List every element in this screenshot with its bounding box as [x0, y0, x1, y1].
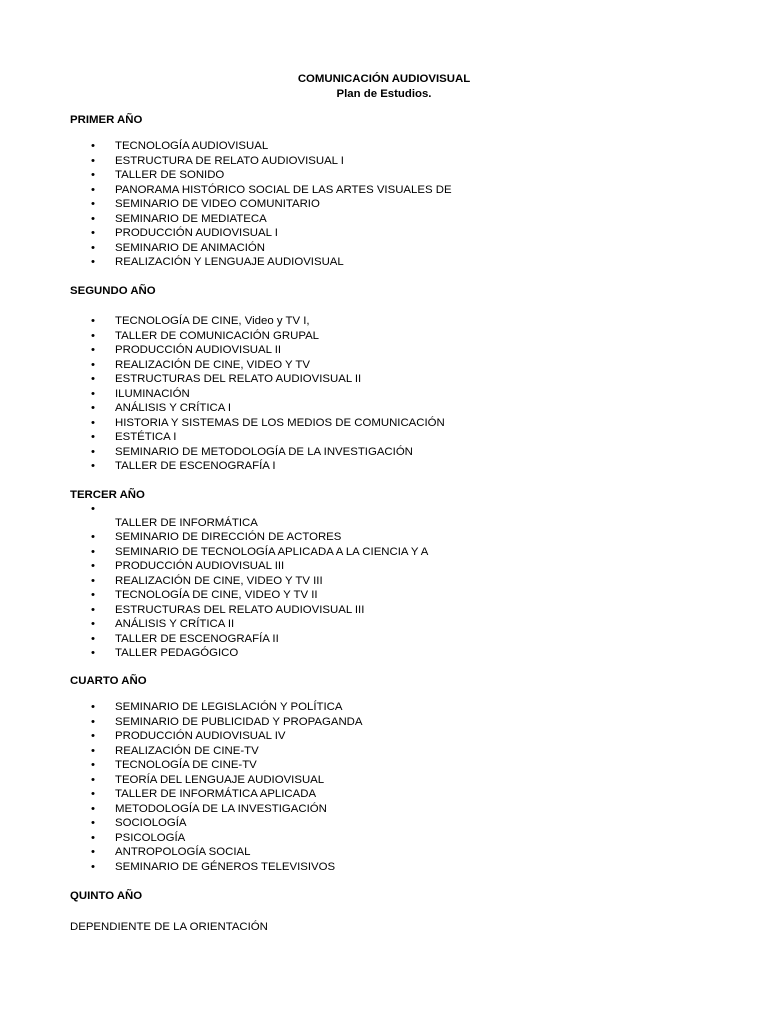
list-item	[70, 502, 428, 516]
bullet-icon: •	[91, 701, 95, 713]
bullet-icon: •	[91, 256, 95, 269]
list-item	[70, 758, 363, 773]
list-item	[70, 632, 428, 647]
list-item	[70, 387, 445, 402]
bullet-icon: •	[91, 358, 95, 371]
subject-label: ESTRUCTURA DE RELATO AUDIOVISUAL I	[115, 154, 344, 167]
list-item	[70, 139, 452, 154]
document-title: COMUNICACIÓN AUDIOVISUAL	[297, 73, 471, 85]
subject-label: SEMINARIO DE MEDIATECA	[115, 212, 267, 225]
list-item	[70, 545, 428, 560]
subject-label: ESTÉTICA I	[115, 431, 177, 444]
subject-label: METODOLOGÍA DE LA INVESTIGACIÓN	[115, 802, 327, 815]
section-heading-quinto-ano: QUINTO AÑO	[70, 890, 143, 902]
list-item	[70, 530, 428, 545]
bullet-icon: •	[91, 373, 95, 386]
list-item	[70, 416, 445, 431]
subject-list-segundo-ano	[70, 314, 445, 474]
bullet-icon: •	[91, 831, 95, 844]
subject-label: PRODUCCIÓN AUDIOVISUAL IV	[115, 730, 286, 743]
bullet-icon: •	[91, 715, 95, 728]
list-item	[70, 329, 445, 344]
subject-label: SEMINARIO DE DIRECCIÓN DE ACTORES	[115, 531, 342, 544]
bullet-icon: •	[91, 759, 95, 772]
subject-label: HISTORIA Y SISTEMAS DE LOS MEDIOS DE COMUNICACIÓN	[115, 416, 445, 429]
list-item	[70, 197, 452, 212]
document-subtitle: Plan de Estudios.	[336, 87, 432, 100]
bullet-icon: •	[91, 545, 95, 558]
bullet-icon: •	[91, 241, 95, 254]
bullet-icon: •	[91, 387, 95, 400]
list-item	[70, 603, 428, 618]
subject-label: TECNOLOGÍA DE CINE-TV	[115, 759, 257, 772]
list-item	[70, 154, 452, 169]
bullet-icon: •	[91, 212, 95, 225]
bullet-icon: •	[91, 198, 95, 211]
bullet-icon: •	[91, 846, 95, 859]
list-item	[70, 831, 363, 846]
list-item	[70, 729, 363, 744]
subject-label: REALIZACIÓN DE CINE, VIDEO Y TV III	[115, 574, 323, 587]
list-item	[70, 358, 445, 373]
subject-label: SOCIOLOGÍA	[115, 817, 187, 830]
bullet-icon: •	[91, 730, 95, 743]
list-item	[70, 787, 363, 802]
list-item	[70, 255, 452, 270]
bullet-icon: •	[91, 431, 95, 444]
list-item	[70, 617, 428, 632]
list-item	[70, 816, 363, 831]
closing-text: DEPENDIENTE DE LA ORIENTACIÓN	[70, 921, 268, 933]
subject-label: TALLER DE INFORMÁTICA	[115, 516, 258, 529]
bullet-icon: •	[91, 647, 95, 660]
bullet-icon: •	[91, 817, 95, 830]
subject-label: TECNOLOGÍA DE CINE, Video y TV I,	[115, 315, 310, 327]
list-item	[70, 715, 363, 730]
list-item	[70, 700, 363, 715]
bullet-icon: •	[91, 402, 95, 415]
section-heading-cuarto-ano: CUARTO AÑO	[70, 675, 147, 687]
list-item	[70, 845, 363, 860]
list-item	[70, 168, 452, 183]
bullet-icon: •	[91, 589, 95, 602]
section-heading-primer-ano: PRIMER AÑO	[70, 114, 143, 126]
list-item	[70, 445, 445, 460]
list-item	[70, 343, 445, 358]
subject-label: TALLER DE COMUNICACIÓN GRUPAL	[115, 329, 320, 342]
subject-label: TALLER DE ESCENOGRAFÍA II	[115, 632, 279, 645]
list-item	[70, 559, 428, 574]
list-item	[70, 860, 363, 875]
bullet-icon: •	[91, 560, 95, 573]
subject-label: ANÁLISIS Y CRÍTICA II	[115, 618, 235, 631]
subject-label: ESTRUCTURAS DEL RELATO AUDIOVISUAL III	[115, 603, 365, 616]
section-heading-segundo-ano: SEGUNDO AÑO	[70, 285, 156, 297]
subject-label: PSICOLOGÍA	[115, 831, 186, 844]
bullet-icon: •	[91, 227, 95, 240]
bullet-icon: •	[91, 445, 95, 458]
bullet-icon: •	[91, 329, 95, 342]
bullet-icon: •	[91, 416, 95, 429]
subject-label: SEMINARIO DE PUBLICIDAD Y PROPAGANDA	[115, 715, 363, 728]
subject-label: TALLER DE SONIDO	[115, 169, 225, 182]
list-item	[70, 314, 445, 329]
list-item	[70, 430, 445, 445]
subject-label: TALLER PEDAGÓGICO	[115, 647, 239, 660]
bullet-icon: •	[91, 744, 95, 757]
list-item-continuation	[70, 516, 428, 531]
subject-label: ANÁLISIS Y CRÍTICA I	[115, 402, 232, 415]
list-item	[70, 773, 363, 788]
subject-list-cuarto-ano	[70, 700, 363, 875]
bullet-icon: •	[91, 315, 95, 327]
bullet-icon: •	[91, 140, 95, 152]
bullet-icon: •	[91, 460, 95, 473]
bullet-icon: •	[91, 788, 95, 801]
list-item	[70, 802, 363, 817]
bullet-icon: •	[91, 861, 95, 874]
list-item	[70, 646, 428, 661]
subject-label: TALLER DE ESCENOGRAFÍA I	[115, 460, 276, 473]
bullet-icon: •	[91, 603, 95, 616]
bullet-icon: •	[91, 618, 95, 631]
subject-label: SEMINARIO DE METODOLOGÍA DE LA INVESTIGACIÓN	[115, 445, 413, 458]
list-item	[70, 744, 363, 759]
bullet-icon: •	[91, 169, 95, 182]
bullet-icon: •	[91, 802, 95, 815]
subject-label: TEORÍA DEL LENGUAJE AUDIOVISUAL	[115, 773, 325, 786]
bullet-icon: •	[91, 154, 95, 167]
document-header	[0, 72, 768, 101]
subject-label: TALLER DE INFORMÁTICA APLICADA	[115, 788, 317, 801]
subject-label: SEMINARIO DE TECNOLOGÍA APLICADA A LA CIENCIA Y A	[115, 545, 429, 558]
bullet-icon: •	[91, 632, 95, 645]
list-item	[70, 574, 428, 589]
list-item	[70, 212, 452, 227]
bullet-icon: •	[91, 344, 95, 357]
subject-label: ANTROPOLOGÍA SOCIAL	[115, 846, 251, 859]
subject-label: REALIZACIÓN Y LENGUAJE AUDIOVISUAL	[115, 256, 344, 269]
subject-label: SEMINARIO DE ANIMACIÓN	[115, 241, 265, 254]
list-item	[70, 226, 452, 241]
list-item	[70, 241, 452, 256]
list-item	[70, 401, 445, 416]
subject-label: TECNOLOGÍA DE CINE, VIDEO Y TV II	[115, 589, 318, 602]
subject-label: SEMINARIO DE GÉNEROS TELEVISIVOS	[115, 861, 336, 874]
subject-label: PRODUCCIÓN AUDIOVISUAL III	[115, 560, 285, 573]
subject-label: ESTRUCTURAS DEL RELATO AUDIOVISUAL II	[115, 373, 362, 386]
bullet-icon: •	[91, 503, 95, 515]
subject-label: REALIZACIÓN DE CINE, VIDEO Y TV	[115, 358, 310, 371]
subject-label: PANORAMA HISTÓRICO SOCIAL DE LAS ARTES VISUALES DE	[115, 183, 452, 196]
subject-label: TECNOLOGÍA AUDIOVISUAL	[115, 140, 269, 152]
subject-list-primer-ano	[70, 139, 452, 270]
list-item	[70, 588, 428, 603]
bullet-icon: •	[91, 531, 95, 544]
bullet-icon: •	[91, 183, 95, 196]
subject-list-tercer-ano	[70, 502, 428, 661]
subject-label: PRODUCCIÓN AUDIOVISUAL II	[115, 344, 282, 357]
list-item	[70, 372, 445, 387]
list-item	[70, 183, 452, 198]
subject-label: PRODUCCIÓN AUDIOVISUAL I	[115, 227, 278, 240]
subject-label: SEMINARIO DE LEGISLACIÓN Y POLÍTICA	[115, 701, 343, 713]
subject-label: ILUMINACIÓN	[115, 387, 190, 400]
bullet-icon: •	[91, 773, 95, 786]
section-heading-tercer-ano: TERCER AÑO	[70, 489, 145, 501]
subject-label: REALIZACIÓN DE CINE-TV	[115, 744, 259, 757]
bullet-icon: •	[91, 574, 95, 587]
list-item	[70, 459, 445, 474]
subject-label: SEMINARIO DE VIDEO COMUNITARIO	[115, 198, 320, 211]
